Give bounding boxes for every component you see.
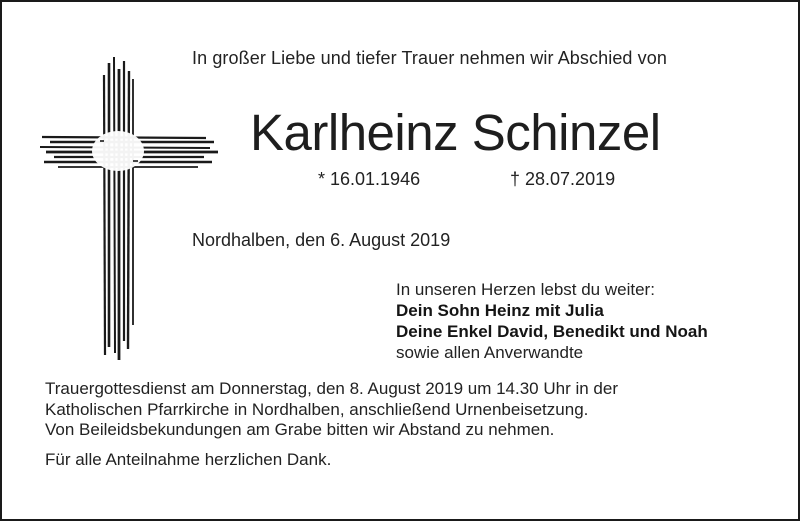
mourners-heading: In unseren Herzen lebst du weiter: bbox=[396, 280, 655, 299]
mourner-line: sowie allen Anverwandte bbox=[396, 343, 584, 362]
service-line: Von Beileidsbekundungen am Grabe bitten wir Abstand zu nehmen. bbox=[45, 420, 555, 439]
mourner-line: Dein Sohn Heinz mit Julia bbox=[396, 301, 604, 320]
mourners-block bbox=[396, 279, 708, 363]
service-info bbox=[45, 379, 618, 441]
service-line: Katholischen Pfarrkirche in Nordhalben, anschließend Urnenbeisetzung. bbox=[45, 399, 589, 419]
mourner-line: Deine Enkel David, Benedikt und Noah bbox=[396, 322, 708, 341]
death-date: † 28.07.2019 bbox=[510, 169, 616, 189]
thanks-text: Für alle Anteilnahme herzlichen Dank. bbox=[45, 450, 332, 469]
service-line: Trauergottesdienst am Donnerstag, den 8. August 2019 um 14.30 Uhr in der bbox=[45, 379, 618, 398]
deceased-name: Karlheinz Schinzel bbox=[250, 104, 661, 161]
birth-date: * 16.01.1946 bbox=[318, 169, 421, 189]
cross-icon bbox=[38, 55, 218, 360]
intro-text: In großer Liebe und tiefer Trauer nehmen wir Abschied von bbox=[192, 48, 667, 68]
place-and-date: Nordhalben, den 6. August 2019 bbox=[192, 230, 451, 250]
